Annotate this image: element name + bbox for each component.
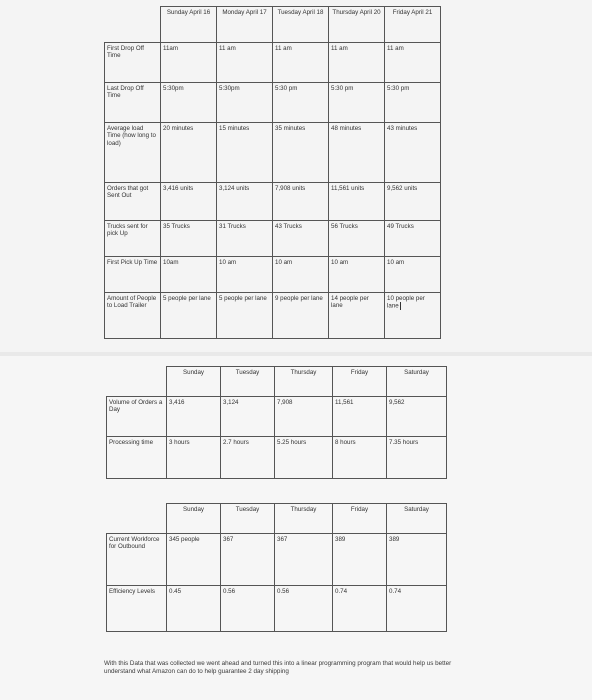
table-row — [105, 83, 441, 123]
table-cell: 389 — [387, 534, 447, 586]
table-cell: 389 — [333, 534, 387, 586]
row-label: Volume of Orders a Day — [107, 397, 167, 437]
table-row — [107, 534, 447, 586]
header-cell: Saturday — [387, 504, 447, 534]
row-label: Last Drop Off Time — [105, 83, 161, 123]
text-cursor — [400, 302, 401, 310]
table-cell: 43 minutes — [385, 123, 441, 183]
table-cell: 5.25 hours — [275, 437, 333, 479]
table-cell: 345 people — [167, 534, 221, 586]
table-cell: 0.74 — [333, 586, 387, 632]
table-cell: 9,562 units — [385, 183, 441, 221]
table-cell: 11 am — [385, 43, 441, 83]
header-cell: Thursday April 20 — [329, 7, 385, 43]
table-cell: 3,416 — [167, 397, 221, 437]
table-cell: 3,124 — [221, 397, 275, 437]
table-cell: 10 am — [273, 257, 329, 293]
header-cell: Friday April 21 — [385, 7, 441, 43]
header-cell: Friday — [333, 367, 387, 397]
table-cell: 15 minutes — [217, 123, 273, 183]
table-cell: 14 people per lane — [329, 293, 385, 339]
table-cell: 367 — [275, 534, 333, 586]
table-row — [105, 183, 441, 221]
table-cell: 11 am — [273, 43, 329, 83]
table-cell: 0.74 — [387, 586, 447, 632]
table-cell: 48 minutes — [329, 123, 385, 183]
table-cell: 9 people per lane — [273, 293, 329, 339]
table-cell: 3,416 units — [161, 183, 217, 221]
table-cell: 31 Trucks — [217, 221, 273, 257]
row-label: Current Workforce for Outbound — [107, 534, 167, 586]
table-cell: 8 hours — [333, 437, 387, 479]
table-cell: 10am — [161, 257, 217, 293]
table-row — [105, 257, 441, 293]
row-label: Processing time — [107, 437, 167, 479]
table-header-row — [105, 7, 441, 43]
table-cell: 11 am — [217, 43, 273, 83]
header-cell: Friday — [333, 504, 387, 534]
header-cell: Tuesday — [221, 504, 275, 534]
header-cell — [105, 7, 161, 43]
table-cell: 11 am — [329, 43, 385, 83]
table-row — [105, 293, 441, 339]
cell-text: 10 people per lane — [387, 295, 425, 311]
table-cell: 5:30 pm — [329, 83, 385, 123]
table-cell: 7,908 units — [273, 183, 329, 221]
table-cell: 20 minutes — [161, 123, 217, 183]
table-cell: 11am — [161, 43, 217, 83]
workforce-efficiency-table — [106, 503, 447, 632]
table-cell: 5 people per lane — [217, 293, 273, 339]
table-cell: 11,561 units — [329, 183, 385, 221]
header-cell: Monday April 17 — [217, 7, 273, 43]
header-cell: Saturday — [387, 367, 447, 397]
row-label: Trucks sent for pick Up — [105, 221, 161, 257]
table-row — [107, 437, 447, 479]
table-cell: 35 Trucks — [161, 221, 217, 257]
row-label: First Pick Up Time — [105, 257, 161, 293]
table-cell: 367 — [221, 534, 275, 586]
table-cell: 5:30 pm — [273, 83, 329, 123]
table-cell: 3 hours — [167, 437, 221, 479]
table-row — [107, 397, 447, 437]
row-label: Orders that got Sent Out — [105, 183, 161, 221]
table-cell: 10 am — [217, 257, 273, 293]
table-row — [105, 221, 441, 257]
row-label: First Drop Off Time — [105, 43, 161, 83]
table-cell: 35 minutes — [273, 123, 329, 183]
header-cell: Thursday — [275, 504, 333, 534]
table-cell: 10 am — [329, 257, 385, 293]
table-cell: 5 people per lane — [161, 293, 217, 339]
table-row — [105, 43, 441, 83]
table-header-row — [107, 367, 447, 397]
row-label: Amount of People to Load Trailer — [105, 293, 161, 339]
header-cell — [107, 504, 167, 534]
table-cell: 5:30pm — [217, 83, 273, 123]
table-cell: 3,124 units — [217, 183, 273, 221]
table-cell: 7,908 — [275, 397, 333, 437]
table-cell: 5:30 pm — [385, 83, 441, 123]
table-cell: 5:30pm — [161, 83, 217, 123]
table-cell: 0.45 — [167, 586, 221, 632]
header-cell: Tuesday April 18 — [273, 7, 329, 43]
table-cell: 49 Trucks — [385, 221, 441, 257]
table-cell: 0.56 — [221, 586, 275, 632]
table-cell: 0.56 — [275, 586, 333, 632]
caption-text: With this Data that was collected we went ahead and turned this into a linear programming program that would help us better understand what Amazon can do to help guarantee 2 day shipping — [104, 660, 452, 675]
header-cell: Sunday — [167, 504, 221, 534]
table-header-row — [107, 504, 447, 534]
table-cell: 43 Trucks — [273, 221, 329, 257]
header-cell: Tuesday — [221, 367, 275, 397]
table-cell: 9,562 — [387, 397, 447, 437]
table-cell: 7.35 hours — [387, 437, 447, 479]
table-cell: 2.7 hours — [221, 437, 275, 479]
table-cell: 10 am — [385, 257, 441, 293]
table-row — [107, 586, 447, 632]
daily-operations-table — [104, 6, 441, 339]
header-cell: Sunday — [167, 367, 221, 397]
table-cell — [385, 293, 441, 339]
volume-processing-table — [106, 366, 447, 479]
row-label: Efficiency Levels — [107, 586, 167, 632]
header-cell: Thursday — [275, 367, 333, 397]
header-cell — [107, 367, 167, 397]
header-cell: Sunday April 16 — [161, 7, 217, 43]
table-cell: 11,561 — [333, 397, 387, 437]
table-cell: 56 Trucks — [329, 221, 385, 257]
row-label: Average load Time (how long to load) — [105, 123, 161, 183]
table-row — [105, 123, 441, 183]
